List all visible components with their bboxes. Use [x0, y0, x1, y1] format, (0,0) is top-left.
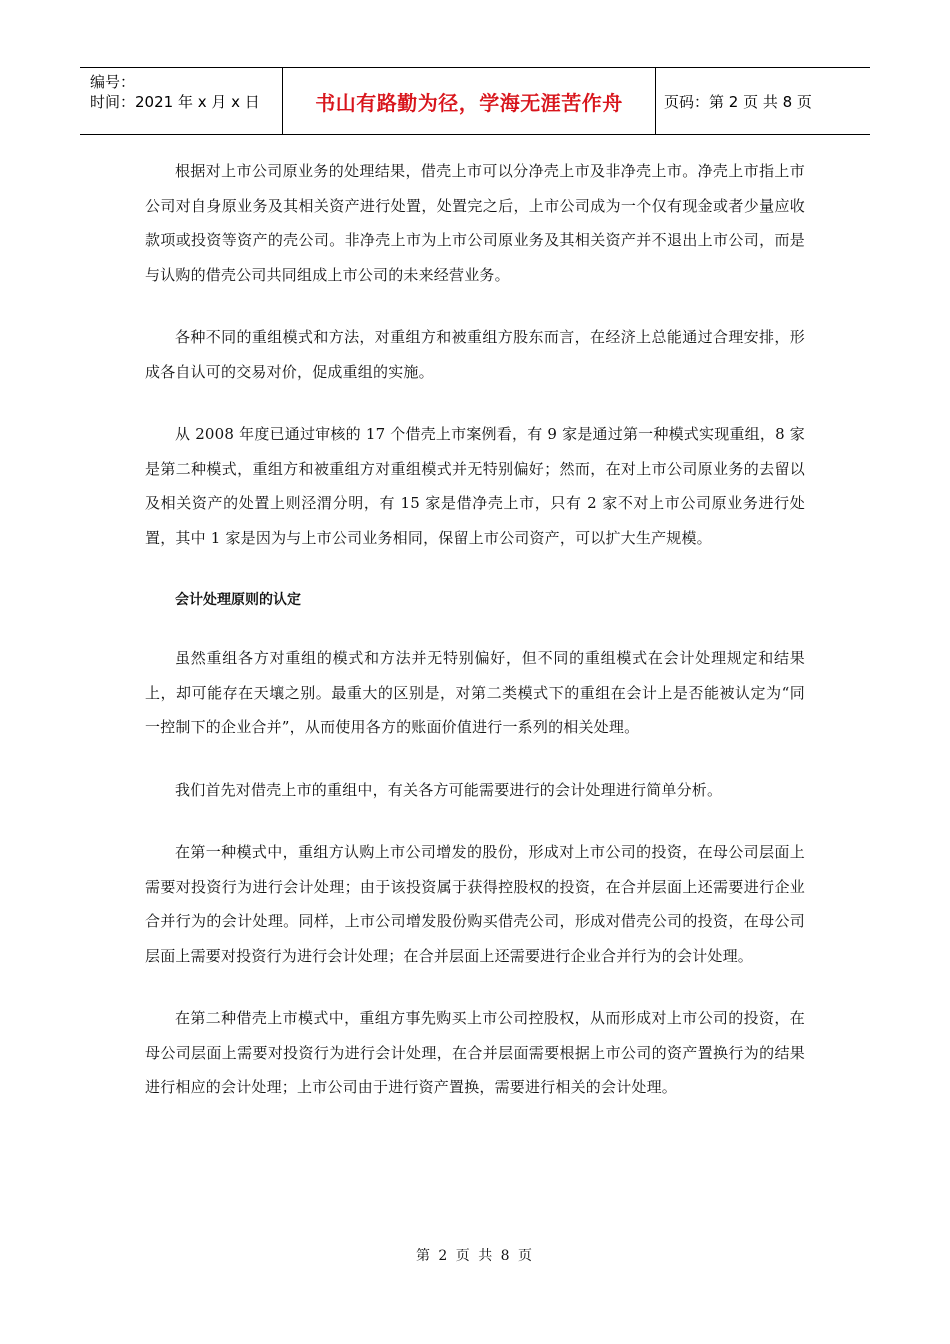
page-header	[80, 67, 870, 135]
header-motto-cell	[282, 68, 656, 134]
document-body	[145, 154, 805, 1133]
doc-number-label: 编号：	[90, 73, 136, 91]
header-meta	[80, 68, 282, 134]
time-label: 时间：2021 年 x 月 x 日	[90, 93, 260, 111]
body-paragraph: 我们首先对借壳上市的重组中，有关各方可能需要进行的会计处理进行简单分析。	[175, 780, 723, 799]
body-paragraph: 各种不同的重组模式和方法，对重组方和被重组方股东而言，在经济上总能通过合理安排，形成各自认可的交易对价，促成重组的实施。	[145, 328, 805, 381]
motto-text: 书山有路勤为径，学海无涯苦作舟	[315, 90, 623, 115]
body-paragraph: 虽然重组各方对重组的模式和方法并无特别偏好，但不同的重组模式在会计处理规定和结果上，却可能存在天壤之别。最重大的区别是，对第二类模式下的重组在会计上是否能被认定为“同一控制下的企业合并”，从而使用各方的账面价值进行一系列的相关处理。	[145, 649, 805, 736]
page-info-text: 页码：第 2 页 共 8 页	[664, 92, 812, 111]
body-paragraph: 根据对上市公司原业务的处理结果，借壳上市可以分净壳上市及非净壳上市。净壳上市指上市公司对自身原业务及其相关资产进行处置，处置完之后，上市公司成为一个仅有现金或者少量应收款项或投资等资产的壳公司。非净壳上市为上市公司原业务及其相关资产并不退出上市公司，而是与认购的借壳公司共同组成上市公司的未来经营业务。	[145, 162, 805, 284]
header-page-info	[656, 68, 870, 134]
section-heading: 会计处理原则的认定	[175, 592, 301, 608]
page-footer: 第 2 页 共 8 页	[415, 1248, 535, 1264]
body-paragraph: 从 2008 年度已通过审核的 17 个借壳上市案例看，有 9 家是通过第一种模式实现重组，8 家是第二种模式，重组方和被重组方对重组模式并无特别偏好；然而，在对上市公司原业务的去留以及相关资产的处置上则泾渭分明，有 15 家是借净壳上市，只有 2 家不对上市公司原业务进行处置，其中 1 家是因为与上市公司业务相同，保留上市公司资产，可以扩大生产规模。	[145, 425, 805, 547]
body-paragraph: 在第二种借壳上市模式中，重组方事先购买上市公司控股权，从而形成对上市公司的投资，在母公司层面上需要对投资行为进行会计处理，在合并层面需要根据上市公司的资产置换行为的结果进行相应的会计处理；上市公司由于进行资产置换，需要进行相关的会计处理。	[145, 1009, 805, 1096]
body-paragraph: 在第一种模式中，重组方认购上市公司增发的股份，形成对上市公司的投资，在母公司层面上需要对投资行为进行会计处理；由于该投资属于获得控股权的投资，在合并层面上还需要进行企业合并行为的会计处理。同样，上市公司增发股份购买借壳公司，形成对借壳公司的投资，在母公司层面上需要对投资行为进行会计处理；在合并层面上还需要进行企业合并行为的会计处理。	[145, 843, 805, 965]
